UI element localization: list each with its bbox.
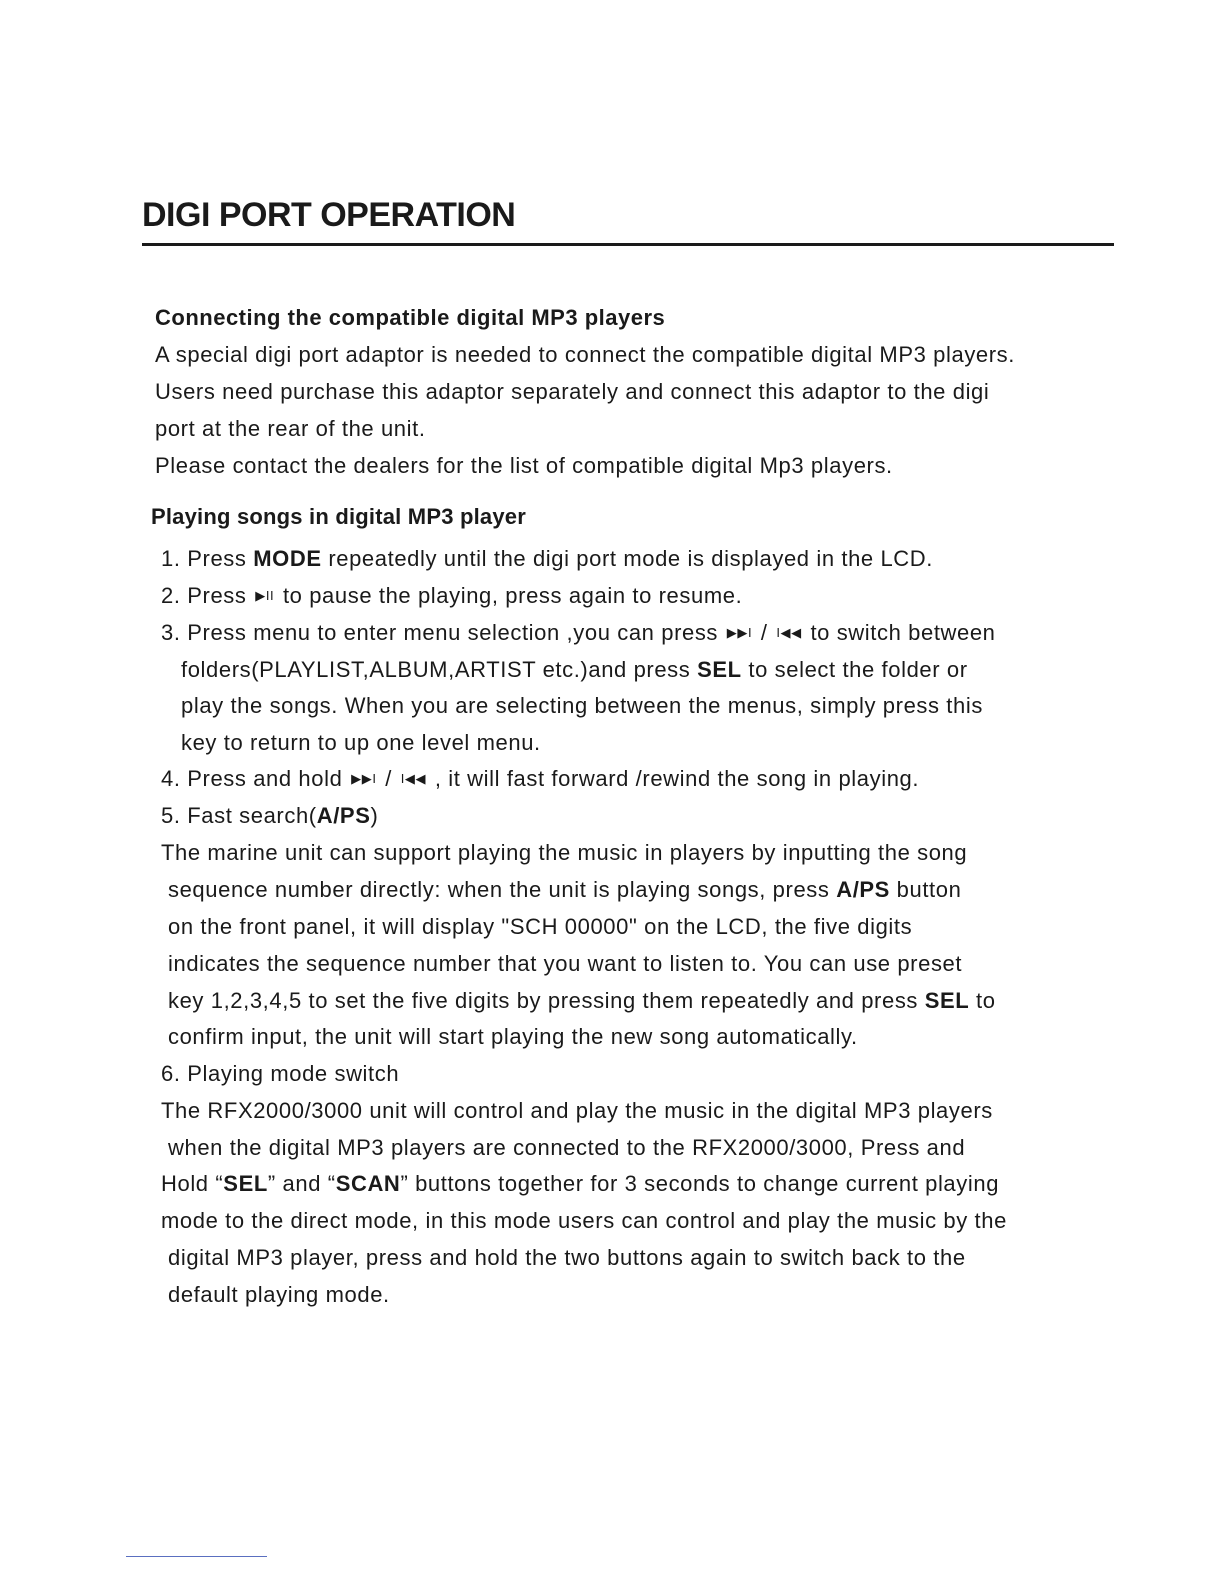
list-item-5: 5. Fast search(A/PS) — [161, 803, 379, 828]
paragraph-line: when the digital MP3 players are connected to the RFX2000/3000, Press and — [168, 1135, 966, 1160]
paragraph-line: A special digi port adaptor is needed to connect the compatible digital MP3 players. — [155, 342, 1015, 367]
previous-track-icon: I◀◀ — [776, 625, 802, 641]
paragraph-line: digital MP3 player, press and hold the two buttons again to switch back to the — [168, 1245, 966, 1270]
list-item-6: 6. Playing mode switch — [161, 1061, 400, 1086]
paragraph-line: sequence number directly: when the unit is playing songs, press A/PS button — [168, 877, 962, 902]
previous-track-icon: I◀◀ — [400, 771, 427, 787]
paragraph-line: Hold “SEL” and “SCAN” buttons together for 3 seconds to change current playing — [161, 1171, 1000, 1196]
page-title: DIGI PORT OPERATION — [142, 196, 516, 234]
list-item-2: 2. Press ▶II to pause the playing, press again to resume. — [161, 583, 743, 608]
list-item-3: 3. Press menu to enter menu selection ,you can press ▶▶I / I◀◀ to switch between — [161, 620, 996, 645]
play-pause-icon: ▶II — [255, 588, 275, 604]
paragraph-line: The RFX2000/3000 unit will control and play the music in the digital MP3 players — [161, 1098, 993, 1123]
list-item-3-continued: key to return to up one level menu. — [181, 730, 541, 755]
list-item-1: 1. Press MODE repeatedly until the digi port mode is displayed in the LCD. — [161, 546, 933, 571]
list-item-3-continued: play the songs. When you are selecting between the menus, simply press this — [181, 693, 983, 718]
next-track-icon: ▶▶I — [351, 771, 377, 787]
paragraph-line: on the front panel, it will display "SCH 00000" on the LCD, the five digits — [168, 914, 913, 939]
section-heading-connecting: Connecting the compatible digital MP3 players — [155, 305, 666, 330]
paragraph-line: confirm input, the unit will start playing the new song automatically. — [168, 1024, 858, 1049]
footer-divider — [126, 1556, 267, 1557]
paragraph-line: key 1,2,3,4,5 to set the five digits by pressing them repeatedly and press SEL to — [168, 988, 996, 1013]
paragraph-line: indicates the sequence number that you want to listen to. You can use preset — [168, 951, 963, 976]
paragraph-line: port at the rear of the unit. — [155, 416, 426, 441]
paragraph-line: default playing mode. — [168, 1282, 390, 1307]
paragraph-line: Users need purchase this adaptor separately and connect this adaptor to the digi — [155, 379, 990, 404]
title-underline — [142, 243, 1114, 246]
section-heading-playing: Playing songs in digital MP3 player — [151, 504, 526, 529]
paragraph-line: Please contact the dealers for the list of compatible digital Mp3 players. — [155, 453, 893, 478]
paragraph-line: The marine unit can support playing the music in players by inputting the song — [161, 840, 968, 865]
next-track-icon: ▶▶I — [726, 625, 753, 641]
paragraph-line: mode to the direct mode, in this mode users can control and play the music by the — [161, 1208, 1007, 1233]
list-item-4: 4. Press and hold ▶▶I / I◀◀ , it will fast forward /rewind the song in playing. — [161, 766, 920, 791]
list-item-3-continued: folders(PLAYLIST,ALBUM,ARTIST etc.)and press SEL to select the folder or — [181, 657, 968, 682]
